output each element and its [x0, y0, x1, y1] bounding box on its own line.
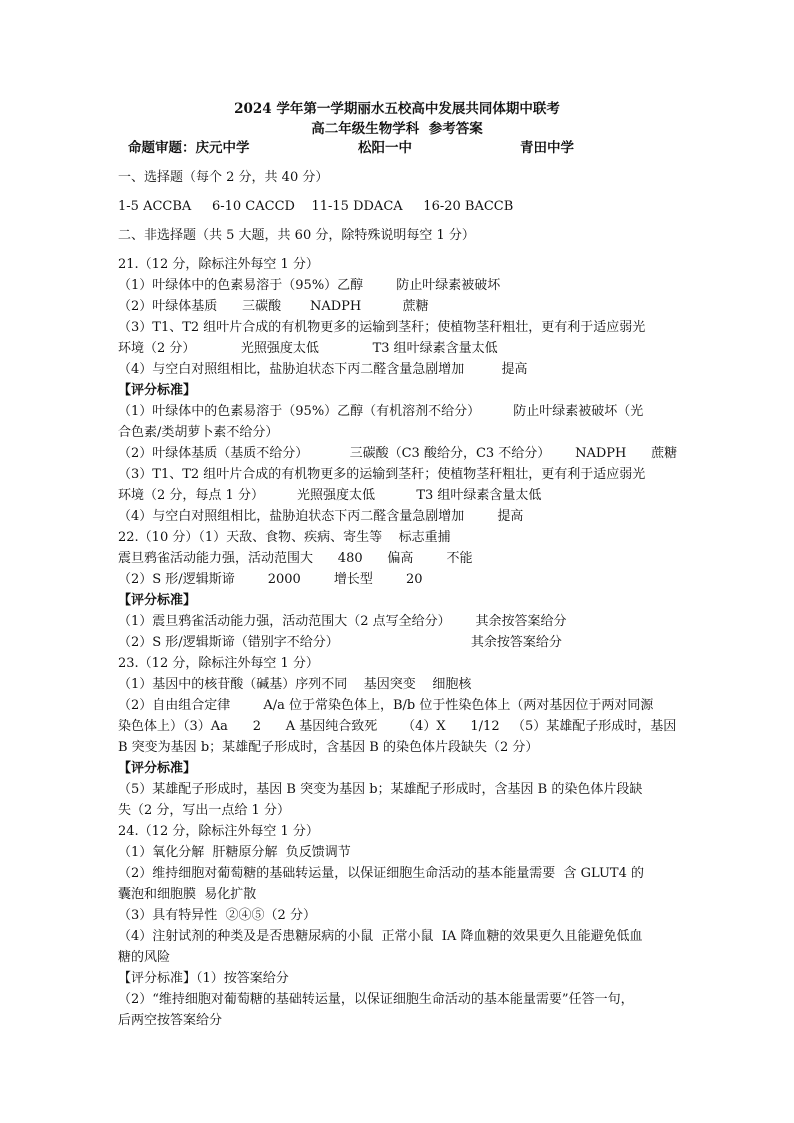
q24-heading: 24.（12 分，除标注外每空 1 分） — [118, 824, 319, 839]
q22-grading-heading: 【评分标准】 — [118, 593, 197, 608]
q22-heading: 22.（10 分）（1）天敌、食物、疾病、寄生等 标志重捕 — [118, 530, 451, 545]
q21-line: （2）叶绿体基质 三碳酸 NADPH 蔗糖 — [118, 299, 429, 314]
q23-heading: 23.（12 分，除标注外每空 1 分） — [118, 656, 319, 671]
author-school-3: 青田中学 — [520, 140, 574, 156]
document-title: 2024 学年第一学期丽水五校高中发展共同体期中联考 — [234, 101, 560, 117]
q22-line: （2）S 形/逻辑斯谛 2000 增长型 20 — [118, 572, 423, 587]
q23-grading-line: （5）某雄配子形成时，基因 B 突变为基因 b；某雄配子形成时，含基因 B 的染色体片段缺 — [118, 782, 643, 797]
q21-line: （3）T1、T2 组叶片合成的有机物更多的运输到茎秆；使植物茎秆粗壮，更有利于适应弱光 — [118, 320, 646, 335]
authors-label: 命题审题：庆元中学 — [128, 140, 250, 156]
q24-grading-line: 【评分标准】（1）按答案给分 — [118, 971, 289, 986]
q21-heading: 21.（12 分，除标注外每空 1 分） — [118, 257, 319, 272]
q22-grading-line: （2）S 形/逻辑斯谛（错别字不给分） 其余按答案给分 — [118, 635, 562, 650]
q22-grading-line: （1）震旦鸦雀活动能力强，活动范围大（2 点写全给分） 其余按答案给分 — [118, 614, 567, 629]
q23-line: 染色体上）（3）Aa 2 A 基因纯合致死 （4）X 1/12 （5）某雄配子形成时，基因 — [118, 719, 677, 734]
q21-line: 环境（2 分） 光照强度太低 T3 组叶绿素含量太低 — [118, 341, 498, 356]
q21-grading-line: （4）与空白对照组相比，盐胁迫状态下丙二醛含量急剧增加 提高 — [118, 509, 524, 524]
q23-line: （1）基因中的核苷酸（碱基）序列不同 基因突变 细胞核 — [118, 677, 472, 692]
q21-grading-line: （3）T1、T2 组叶片合成的有机物更多的运输到茎秆；使植物茎秆粗壮，更有利于适应弱光 — [118, 467, 646, 482]
section-1-heading: 一、选择题（每个 2 分，共 40 分） — [118, 170, 329, 185]
section-2-heading: 二、非选择题（共 5 大题，共 60 分，除特殊说明每空 1 分） — [118, 228, 475, 243]
mc-answers: 1-5 ACCBA 6-10 CACCD 11-15 DDACA 16-20 BACCB — [118, 199, 514, 214]
q24-line: 囊泡和细胞膜 易化扩散 — [118, 887, 257, 902]
q22-line: 震旦鸦雀活动能力强，活动范围大 480 偏高 不能 — [118, 551, 473, 566]
q24-line: （2）维持细胞对葡萄糖的基础转运量，以保证细胞生命活动的基本能量需要 含 GLUT4 的 — [118, 866, 645, 881]
q21-grading-heading: 【评分标准】 — [118, 383, 197, 398]
q23-line: （2）自由组合定律 A/a 位于常染色体上，B/b 位于性染色体上（两对基因位于两对同源 — [118, 698, 654, 713]
q23-grading-heading: 【评分标准】 — [118, 761, 197, 776]
q21-line: （4）与空白对照组相比，盐胁迫状态下丙二醛含量急剧增加 提高 — [118, 362, 528, 377]
q21-grading-line: 合色素/类胡萝卜素不给分） — [118, 425, 279, 440]
q24-line: （1）氧化分解 肝糖原分解 负反馈调节 — [118, 845, 351, 860]
author-school-2: 松阳一中 — [358, 140, 412, 156]
q24-line: 糖的风险 — [118, 950, 171, 965]
q21-grading-line: （2）叶绿体基质（基质不给分） 三碳酸（C3 酸给分，C3 不给分） NADPH 蔗糖 — [118, 446, 678, 461]
q24-line: （3）具有特异性 ②④⑤（2 分） — [118, 908, 316, 923]
document-subtitle: 高二年级生物学科 参考答案 — [311, 121, 483, 137]
q24-line: （4）注射试剂的种类及是否患糖尿病的小鼠 正常小鼠 IA 降血糖的效果更久且能避免低血 — [118, 929, 643, 944]
q21-line: （1）叶绿体中的色素易溶于（95%）乙醇 防止叶绿素被破坏 — [118, 278, 501, 293]
q21-grading-line: （1）叶绿体中的色素易溶于（95%）乙醇（有机溶剂不给分） 防止叶绿素被破坏（光 — [118, 404, 644, 419]
q24-grading-line: （2）“维持细胞对葡萄糖的基础转运量，以保证细胞生命活动的基本能量需要”任答一句， — [118, 992, 634, 1007]
q24-grading-line: 后两空按答案给分 — [118, 1013, 223, 1028]
q23-grading-line: 失（2 分，写出一点给 1 分） — [118, 803, 290, 818]
q23-line: B 突变为基因 b；某雄配子形成时，含基因 B 的染色体片段缺失（2 分） — [118, 740, 539, 755]
q21-grading-line: 环境（2 分，每点 1 分） 光照强度太低 T3 组叶绿素含量太低 — [118, 488, 542, 503]
